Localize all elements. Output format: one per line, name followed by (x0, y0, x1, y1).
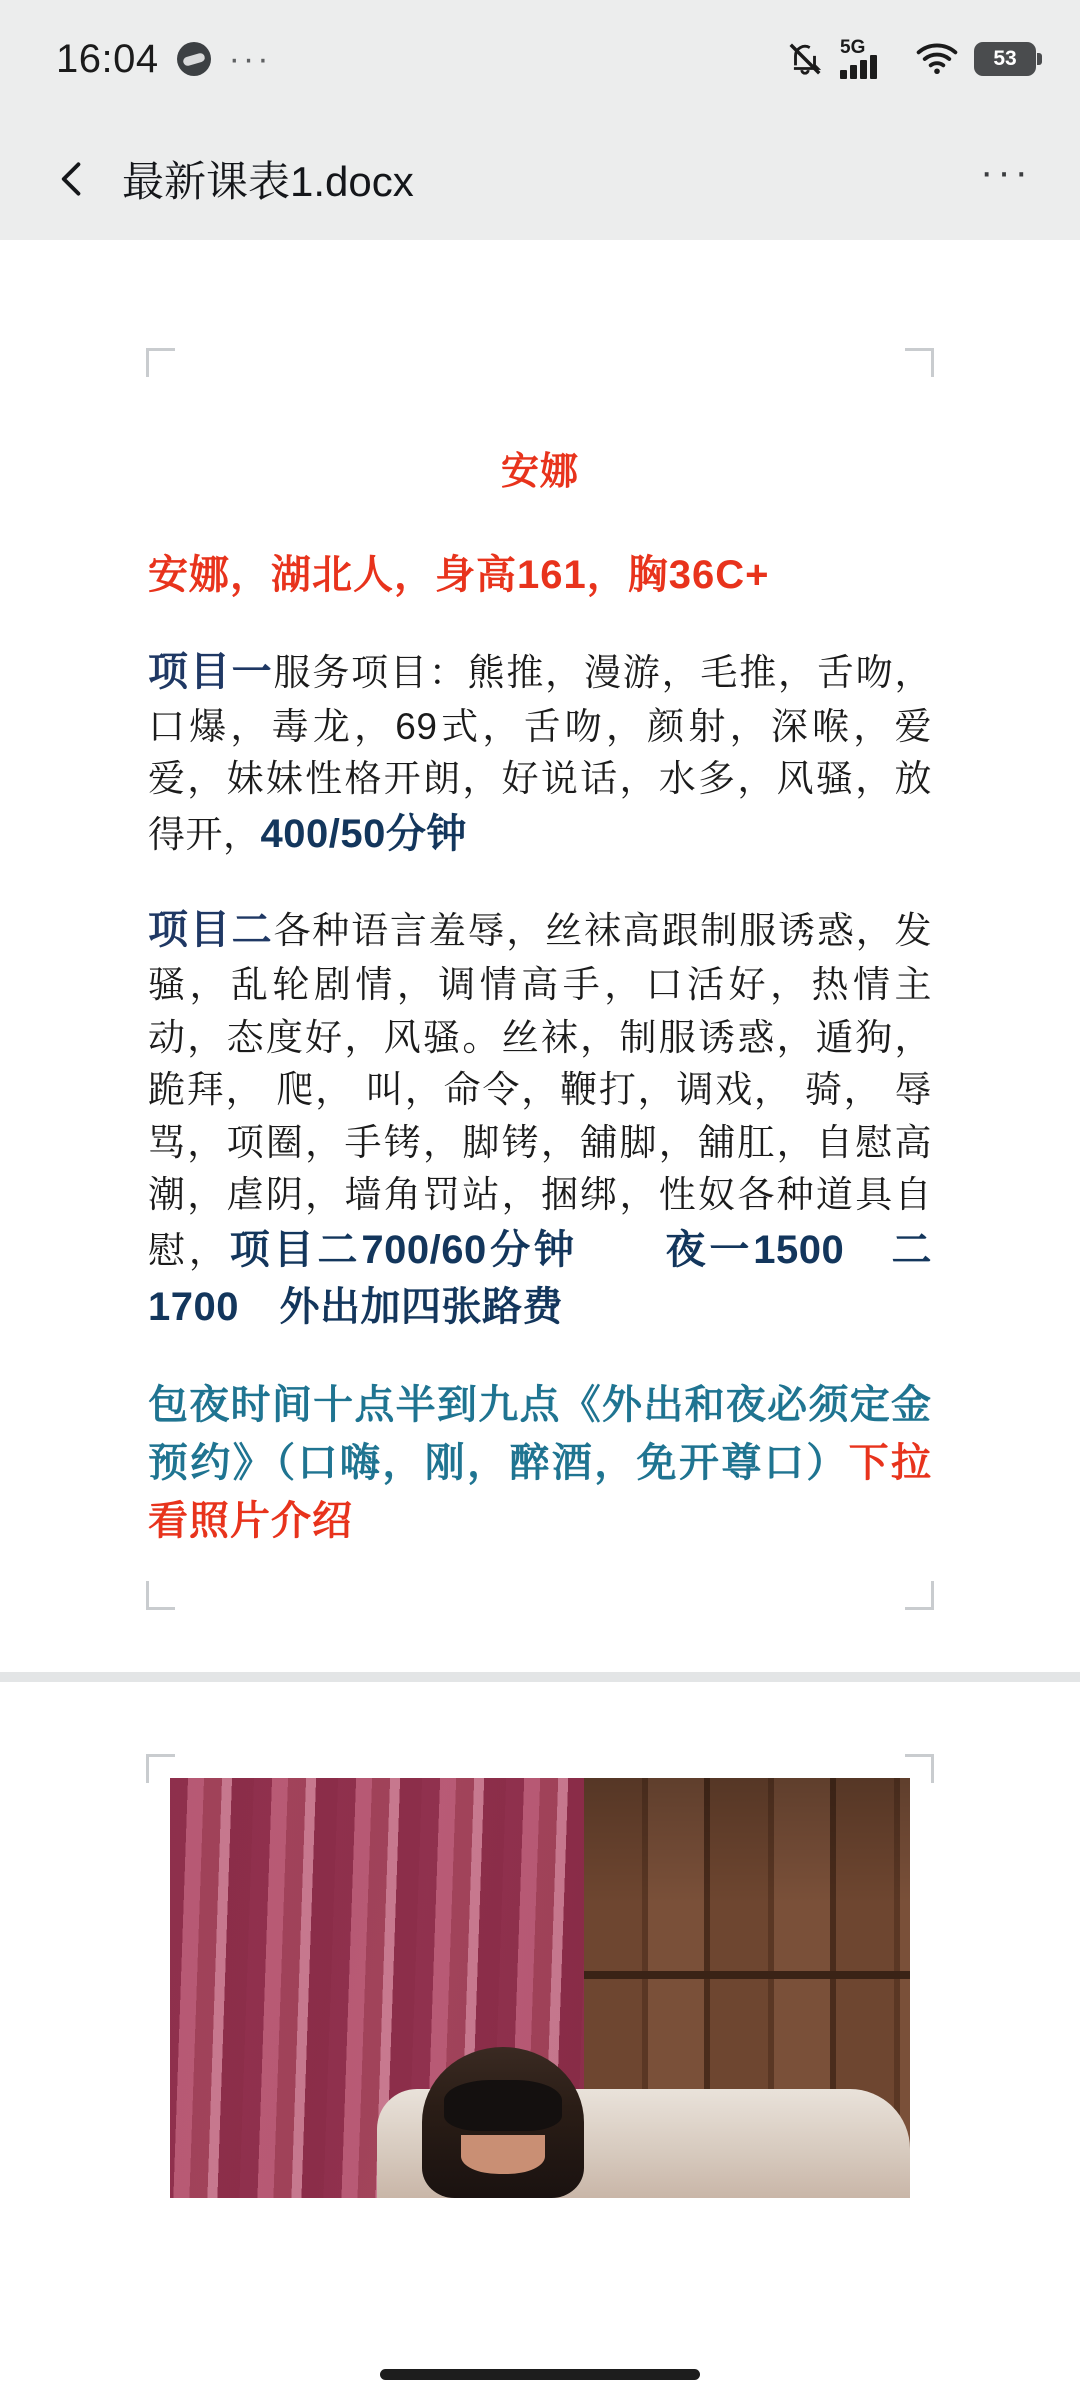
bell-mute-icon (786, 40, 824, 78)
app-bar (0, 118, 1080, 240)
signal-bars (840, 55, 877, 79)
document-intro-line: 安娜，湖北人，身高161，胸36C+ (148, 553, 770, 597)
signal-bars-icon (840, 39, 900, 79)
status-overflow-icon: ··· (228, 40, 272, 78)
crop-mark-top-left (146, 348, 175, 377)
page-divider (0, 1672, 1080, 1682)
crop-mark-bottom-right (905, 1581, 934, 1610)
document-scroll-area[interactable] (0, 240, 1080, 2400)
service-item-two-price: 项目二700/60分钟 夜一1500 二1700 外出加四张路费 (148, 1227, 933, 1329)
document-photo-page (0, 1682, 1080, 2082)
chevron-left-icon (50, 157, 94, 201)
more-options-button[interactable]: ··· (980, 150, 1032, 194)
photo-figure-region (422, 2047, 585, 2198)
back-button[interactable] (40, 147, 104, 211)
home-indicator[interactable] (380, 2369, 700, 2380)
scroll-for-photos-note: 下拉看照片介绍 (148, 1440, 933, 1543)
service-item-two-label: 项目二 (148, 908, 274, 953)
status-bar-left (56, 37, 272, 82)
app-badge-icon (177, 42, 211, 76)
document-body (0, 240, 1080, 1550)
network-type-label: 5G (840, 37, 866, 58)
booking-notice (148, 1376, 932, 1550)
page-title: 最新课表1.docx (122, 158, 414, 205)
document-photo[interactable] (170, 1778, 910, 2198)
crop-mark-bottom-left (146, 1581, 175, 1610)
document-page (0, 240, 1080, 1672)
service-item-one-price: 400/50分钟 (260, 811, 467, 856)
service-item-two-body: 各种语言羞辱，丝袜高跟制服诱惑，发骚，乱轮剧情，调情高手，口活好，热情主动，态度好，风骚。丝袜，制服诱惑，遁狗，跪拜， 爬， 叫，命令，鞭打，调戏， 骑， 辱骂，项圈，手铐，脚铐，舖脚，舖肛，自慰高潮，虐阴，墙角罚站，捆绑，性奴各种道具自慰， (148, 910, 933, 1271)
document-heading: 安娜 (500, 451, 579, 493)
service-item-one-label: 项目一 (148, 649, 274, 694)
service-item-one-body: 服务项目：熊推，漫游，毛推，舌吻，口爆，毒龙，69式，舌吻，颜射，深喉，爱爱，妹妹性格开朗，好说话，水多，风骚，放得开， (148, 651, 933, 855)
wifi-icon (916, 43, 958, 75)
status-bar (0, 0, 1080, 118)
service-item-two (148, 902, 932, 1335)
battery-indicator: 53 (974, 42, 1036, 76)
status-bar-right (786, 39, 1036, 79)
photo-image (170, 1778, 910, 2198)
crop-mark-top-right (905, 348, 934, 377)
status-time: 16:04 (56, 36, 159, 81)
booking-notice-text: 包夜时间十点半到九点《外出和夜必须定金预约》（口嗨，刚，醉酒，免开尊口） (148, 1382, 932, 1485)
service-item-one (148, 644, 932, 863)
